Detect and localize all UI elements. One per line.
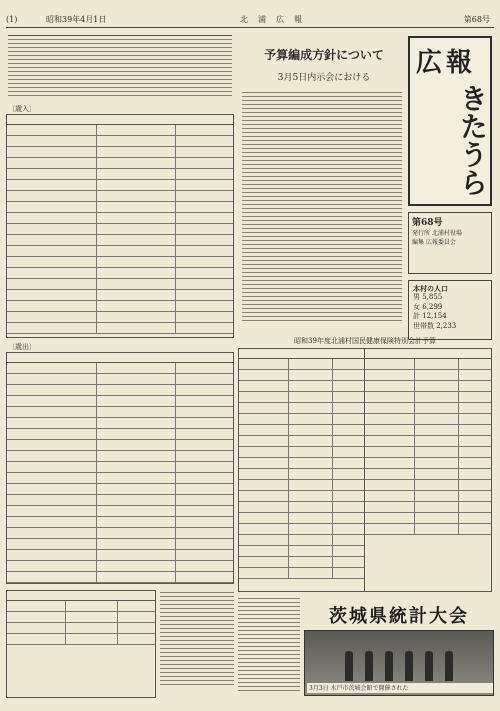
person-figure: [365, 651, 373, 681]
population-male: 男 5,855: [413, 293, 443, 302]
expense-label: 〔歳出〕: [8, 343, 36, 351]
population-households: 世帯数 2,233: [413, 321, 457, 330]
insurance-budget-table: [238, 348, 492, 592]
masthead-vertical-title: きたうら: [456, 84, 489, 196]
masthead-title: 広報: [416, 48, 477, 78]
person-figure: [345, 651, 353, 681]
issue-box-publisher: 発行所 北浦村役場: [412, 230, 462, 237]
small-bottom-table: [6, 590, 156, 698]
article-headline: 予算編成方針について: [264, 48, 384, 62]
person-figure: [425, 651, 433, 681]
issue-box: [408, 212, 492, 274]
conference-photo: [304, 630, 494, 696]
bottom-middle-text: [238, 598, 300, 698]
revenue-label: 〔歳入〕: [8, 105, 36, 113]
issue-box-editor: 編集 広報委員会: [412, 239, 456, 246]
statistics-conference-banner: 茨城県統計大会: [329, 606, 469, 627]
population-box: [408, 280, 492, 340]
issue-box-number: 第68号: [412, 218, 443, 228]
population-female: 女 6,299: [413, 302, 443, 311]
person-figure: [385, 651, 393, 681]
insurance-budget-title: 昭和39年度北浦村国民健康保険特別会計予算: [294, 337, 436, 345]
page-number: (1): [6, 14, 18, 24]
article-subhead: 3月5日内示会における: [277, 73, 371, 83]
masthead: [408, 36, 492, 206]
page-header: [6, 12, 494, 26]
population-total: 計 12,154: [413, 312, 447, 321]
issue-date: 昭和39年4月1日: [46, 14, 107, 24]
revenue-table: [6, 114, 234, 338]
publication-name: 北浦広報: [240, 14, 312, 24]
issue-number: 第68号: [463, 14, 490, 24]
expense-table: [6, 352, 234, 584]
photo-caption: 3月3日 水戸市茨城会館で開催された: [307, 683, 493, 693]
person-figure: [445, 651, 453, 681]
person-figure: [405, 651, 413, 681]
bottom-left-text: [160, 592, 234, 698]
intro-text-block: [6, 32, 234, 100]
newspaper-page: [6, 6, 494, 705]
population-title: 本村の人口: [413, 284, 448, 293]
header-rule: [6, 27, 494, 28]
article-body: [242, 92, 402, 328]
